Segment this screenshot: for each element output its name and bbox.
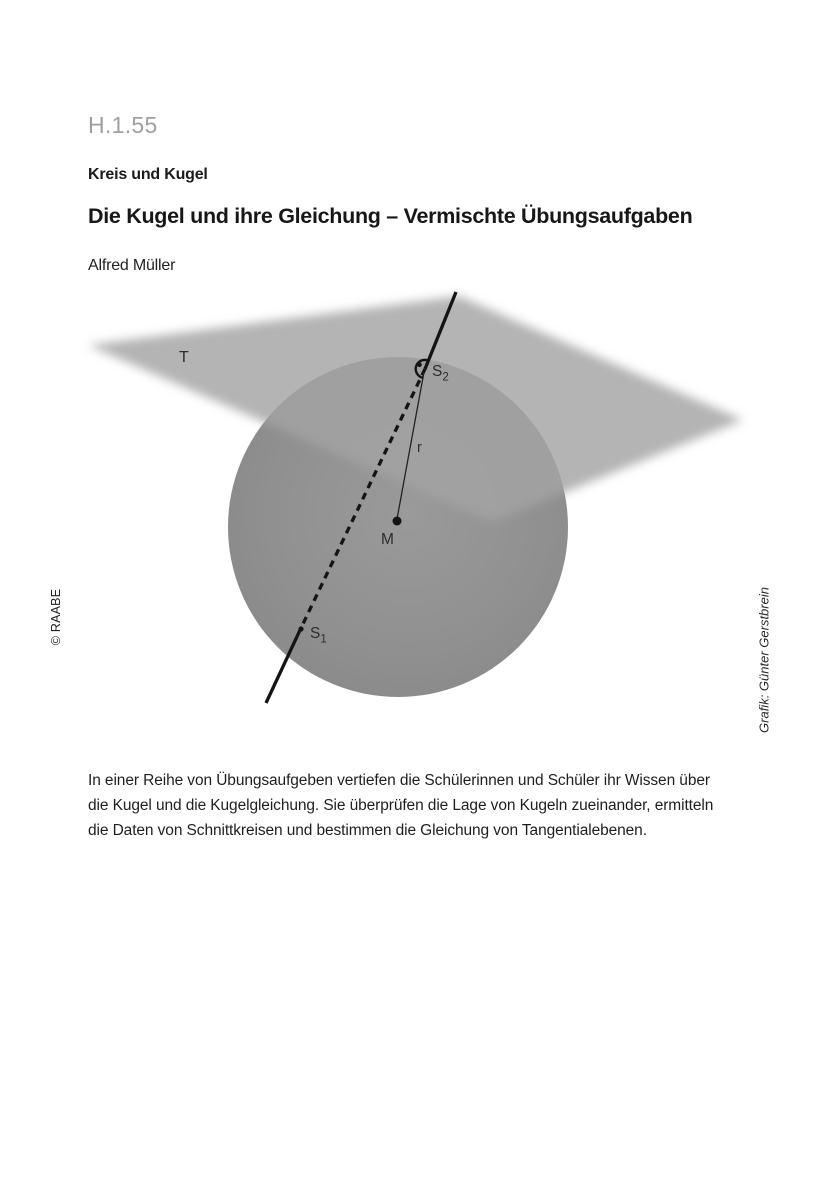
- graphics-credit-vertical: Grafik: Günter Gerstbrein: [756, 587, 772, 733]
- radius-label: r: [417, 440, 422, 456]
- page-title: Die Kugel und ihre Gleichung – Vermischte Übungsaufgaben: [88, 204, 693, 228]
- s1-label: $S_1$: [310, 625, 327, 646]
- sphere-tangent-plane-figure: [0, 280, 840, 760]
- subject-heading: Kreis und Kugel: [88, 166, 208, 183]
- copyright-vertical: © RAABE: [49, 588, 63, 646]
- s1-point: [298, 626, 303, 631]
- tangent-plane: [88, 296, 743, 522]
- abstract-paragraph: In einer Reihe von Übungsaufgeben vertiefen die Schülerinnen und Schüler ihr Wissen über die Kugel und die Kugelgleichung. Sie überprüfen die Lage von Kugeln zueinander, ermitteln die Daten von Schnittkreisen und bestimmen die Gleichung von Tangentialebenen.: [88, 772, 714, 839]
- s2-label: $S_2$: [432, 363, 449, 384]
- author-name: Alfred Müller: [88, 257, 176, 274]
- right-angle-dot: [417, 363, 422, 368]
- doc-code: H.1.55: [88, 112, 158, 138]
- center-point: [393, 517, 402, 526]
- center-label: M: [381, 531, 394, 548]
- plane-label: T: [179, 349, 189, 366]
